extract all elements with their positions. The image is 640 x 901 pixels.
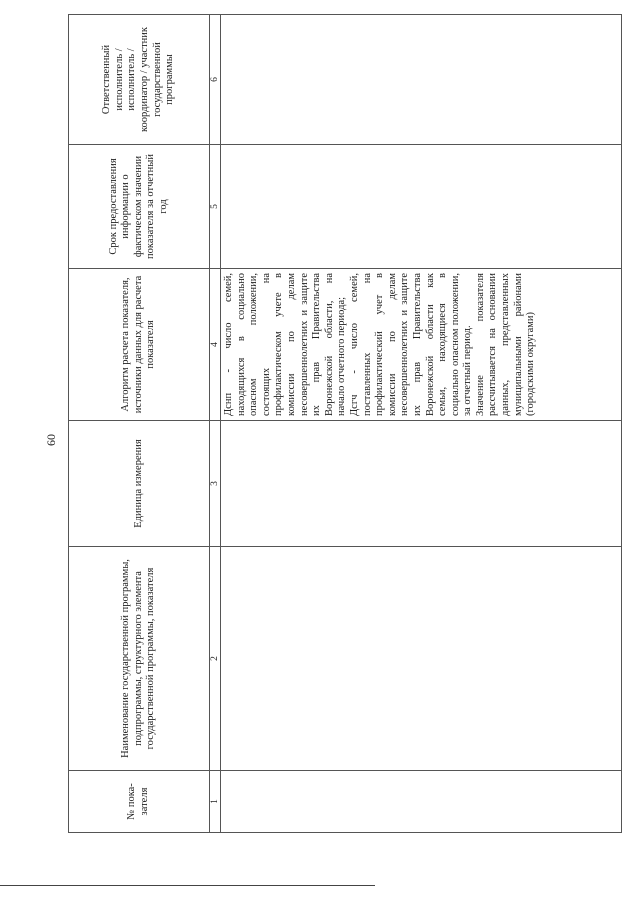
column-number-row bbox=[210, 15, 221, 833]
column-number: 6 bbox=[210, 15, 221, 145]
table-header-row bbox=[69, 15, 210, 833]
column-number: 2 bbox=[210, 547, 221, 771]
header-algorithm: Алгоритм расчета показателя, источники данных для расчета показателя bbox=[69, 269, 210, 421]
column-number: 5 bbox=[210, 145, 221, 269]
cell-algorithm bbox=[221, 269, 622, 421]
indicator-table-frame bbox=[68, 15, 628, 833]
header-indicator-number: № пока-зателя bbox=[69, 771, 210, 833]
cell-responsible bbox=[221, 15, 622, 145]
footnote-separator bbox=[0, 885, 375, 886]
cell-deadline bbox=[221, 145, 622, 269]
column-number: 4 bbox=[210, 269, 221, 421]
indicator-table bbox=[68, 14, 622, 833]
column-number: 3 bbox=[210, 421, 221, 547]
algorithm-paragraph: Значение показателя рассчитывается на основании данных, представленных муниципальными районами (городскими округами) bbox=[474, 273, 537, 416]
table-row bbox=[221, 15, 622, 833]
column-number: 1 bbox=[210, 771, 221, 833]
algorithm-paragraph: Дсгч - число семей, поставленных на профилактический учет в комиссии по делам несовершеннолетних и защите их прав Правительства Воронежской области как семьи, находящиеся в социально опасном положении, за отчетный период. bbox=[348, 273, 474, 416]
header-unit: Единица измерения bbox=[69, 421, 210, 547]
rotated-table-container bbox=[68, 15, 628, 833]
header-deadline: Срок предоставления информации о фактическом значении показателя за отчетный год bbox=[69, 145, 210, 269]
algorithm-paragraph: Дснп - число семей, находящихся в социально опасном положении, состоящих на профилактическом учете в комиссии по делам несовершеннолетних и защите их прав Правительства Воронежской области, на начало отчетного периода; bbox=[223, 273, 348, 416]
header-program-name: Наименование государственной программы, подпрограммы, структурного элемента государственной программы, показателя bbox=[69, 547, 210, 771]
cell-indicator-number bbox=[221, 771, 622, 833]
cell-unit bbox=[221, 421, 622, 547]
header-responsible: Ответственный исполнитель / исполнитель / координатор / участник государственной программы bbox=[69, 15, 210, 145]
cell-program-name bbox=[221, 547, 622, 771]
page-number: 60 bbox=[44, 434, 58, 446]
